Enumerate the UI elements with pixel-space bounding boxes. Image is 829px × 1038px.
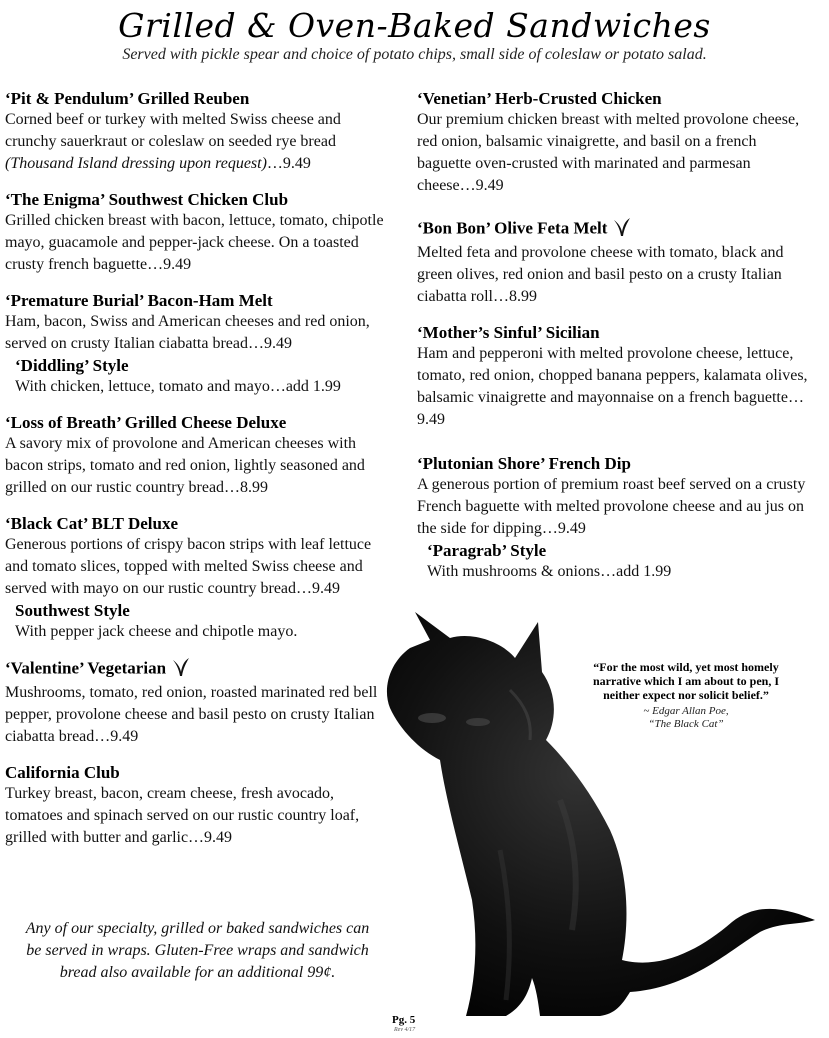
variation-name: ‘Paragrab’ Style: [427, 541, 547, 560]
item-variation: [15, 600, 390, 643]
item-description: Ham, bacon, Swiss and American cheeses and red onion, served on crusty Italian ciabatta bread…9.49: [5, 313, 370, 352]
item-name: ‘Venetian’ Herb-Crusted Chicken: [417, 89, 662, 108]
quote-author: ~ Edgar Allan Poe,: [643, 705, 729, 717]
item-note: (Thousand Island dressing upon request): [5, 155, 267, 172]
menu-item: [417, 453, 812, 583]
item-name: ‘Loss of Breath’ Grilled Cheese Deluxe: [5, 413, 287, 432]
variation-name: Southwest Style: [15, 601, 130, 620]
menu-item: [417, 217, 812, 308]
item-description: A generous portion of premium roast beef served on a crusty French baguette with melted provolone cheese and au jus on the side for dipping…9.49: [417, 476, 806, 537]
menu-item: [417, 322, 812, 431]
item-description: [5, 109, 390, 175]
right-menu-column: [417, 88, 812, 597]
item-name: ‘Premature Burial’ Bacon-Ham Melt: [5, 291, 273, 310]
revision-date: Rev 4/17: [394, 1027, 416, 1033]
item-description: Melted feta and provolone cheese with tomato, black and green olives, red onion and basil pesto on a crusty Italian ciabatta roll…8.99: [417, 244, 784, 305]
left-menu-column: [5, 88, 390, 863]
item-variation: [427, 540, 812, 583]
item-description: A savory mix of provolone and American cheeses with bacon strips, tomato and red onion, lightly seasoned and grilled on our rustic country bread…8.99: [5, 435, 365, 496]
menu-item: [417, 88, 812, 197]
item-description: Mushrooms, tomato, red onion, roasted marinated red bell pepper, provolone cheese and basil pesto on crusty Italian ciabatta bread…9.49: [5, 684, 378, 745]
item-description: Generous portions of crispy bacon strips with leaf lettuce and tomato slices, topped with melted Swiss cheese and served with mayo on our rustic country bread…9.49: [5, 536, 372, 597]
variation-name: ‘Diddling’ Style: [15, 356, 129, 375]
quote-work: “The Black Cat”: [648, 718, 724, 730]
item-description: Grilled chicken breast with bacon, lettuce, tomato, chipotle mayo, guacamole and pepper-jack cheese. On a toasted crusty french baguette…9.49: [5, 212, 384, 273]
menu-item: [5, 762, 390, 849]
item-variation: [15, 355, 390, 398]
page-title: Grilled & Oven-Baked Sandwiches: [118, 6, 711, 45]
menu-item: [5, 513, 390, 643]
menu-item: [5, 657, 390, 748]
vegetarian-leaf-icon: [172, 657, 190, 682]
wrap-footnote: Any of our specialty, grilled or baked sandwiches can be served in wraps. Gluten-Free wraps and sandwich bread also available for an additional 99¢.: [25, 920, 370, 981]
page-subtitle: Served with pickle spear and choice of potato chips, small side of coleslaw or potato salad.: [122, 46, 707, 63]
variation-description: With chicken, lettuce, tomato and mayo…add 1.99: [15, 378, 341, 395]
item-description: Ham and pepperoni with melted provolone cheese, lettuce, tomato, red onion, chopped banana peppers, kalamata olives, balsamic vinaigrette and mayonnaise on a french baguette…9.49: [417, 345, 808, 428]
menu-item: [5, 189, 390, 276]
variation-description: With pepper jack cheese and chipotle mayo.: [15, 623, 298, 640]
item-description: Turkey breast, bacon, cream cheese, fresh avocado, tomatoes and spinach served on our rustic country loaf, grilled with butter and garlic…9.49: [5, 785, 360, 846]
item-name: ‘Pit & Pendulum’ Grilled Reuben: [5, 89, 250, 108]
item-price: …9.49: [266, 155, 311, 172]
item-name-text: ‘Bon Bon’ Olive Feta Melt: [417, 218, 608, 238]
item-description-text: Corned beef or turkey with melted Swiss cheese and crunchy sauerkraut or coleslaw on seeded rye bread: [5, 111, 341, 150]
item-name: ‘The Enigma’ Southwest Chicken Club: [5, 190, 289, 209]
item-name: [5, 657, 390, 682]
item-name: California Club: [5, 763, 120, 782]
menu-item: [5, 88, 390, 175]
page-number: Pg. 5: [392, 1014, 416, 1026]
item-name: ‘Plutonian Shore’ French Dip: [417, 454, 631, 473]
menu-item: [5, 290, 390, 398]
item-name: [417, 217, 812, 242]
item-name-text: ‘Valentine’ Vegetarian: [5, 658, 167, 678]
vegetarian-leaf-icon: [613, 217, 631, 242]
variation-description: With mushrooms & onions…add 1.99: [427, 563, 672, 580]
item-name: ‘Black Cat’ BLT Deluxe: [5, 514, 179, 533]
item-name: ‘Mother’s Sinful’ Sicilian: [417, 323, 600, 342]
item-description: Our premium chicken breast with melted provolone cheese, red onion, balsamic vinaigrette, and basil on a french baguette oven-crusted with marinated and parmesan cheese…9.49: [417, 111, 800, 194]
poe-quote: [577, 660, 795, 731]
quote-text: “For the most wild, yet most homely narrative which I am about to pen, I neither expect nor solicit belief.”: [592, 660, 779, 702]
menu-item: [5, 412, 390, 499]
